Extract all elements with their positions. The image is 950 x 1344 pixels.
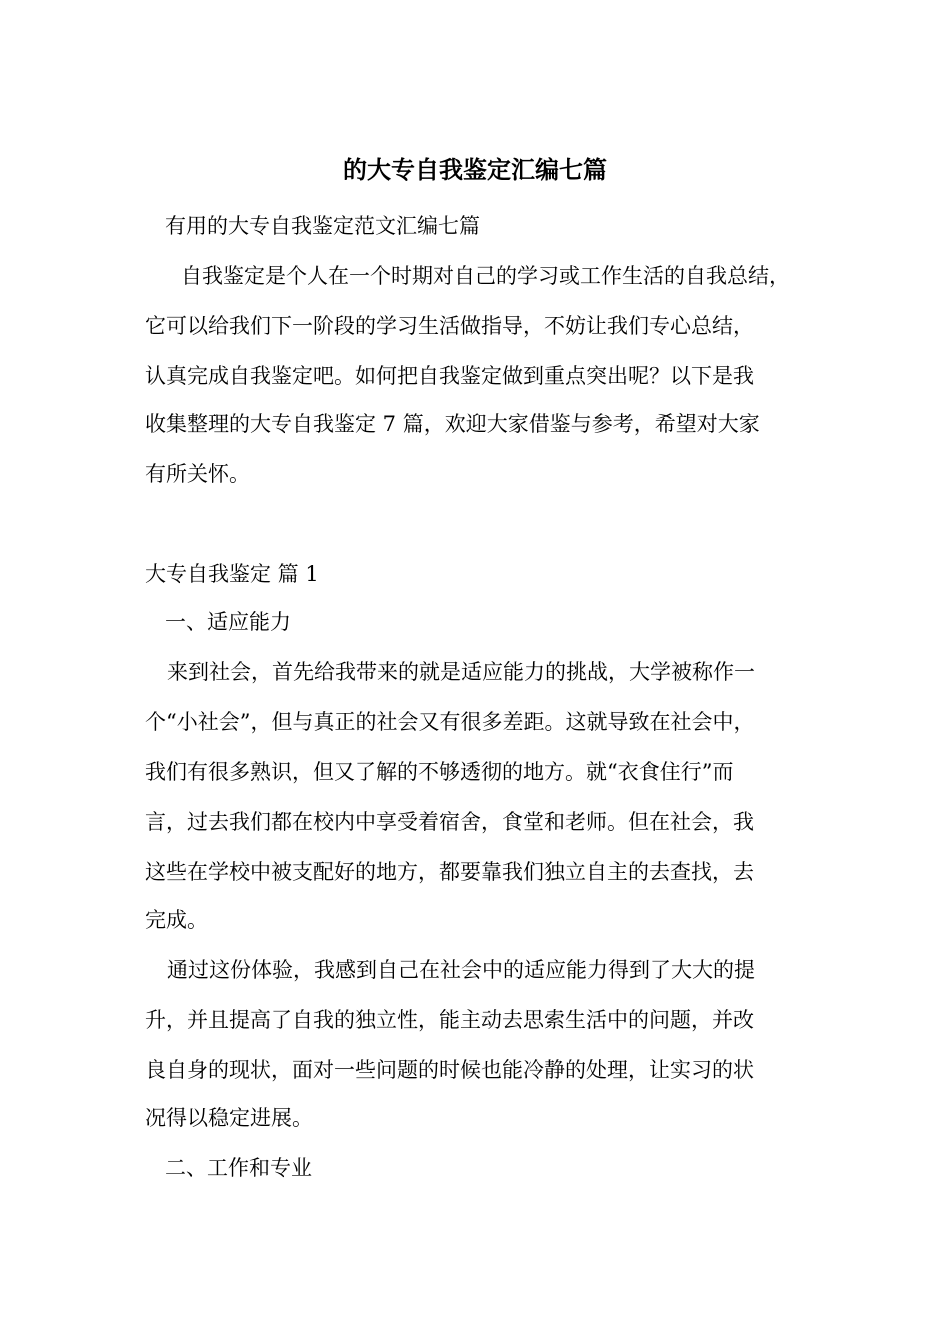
document-title: 的大专自我鉴定汇编七篇 <box>343 155 607 184</box>
paragraph-line: 升，并且提高了自我的独立性，能主动去思索生活中的问题，并改 <box>145 1008 754 1032</box>
paragraph-line: 个“小社会”，但与真正的社会又有很多差距。这就导致在社会中， <box>145 710 755 734</box>
paragraph-line: 况得以稳定进展。 <box>145 1106 313 1130</box>
paragraph-line: 收集整理的大专自我鉴定 7 篇，欢迎大家借鉴与参考，希望对大家 <box>145 412 760 436</box>
paragraph-line: 这些在学校中被支配好的地方，都要靠我们独立自主的去查找，去 <box>145 860 754 884</box>
paragraph-line: 通过这份体验，我感到自己在社会中的适应能力得到了大大的提 <box>167 958 755 982</box>
subsection-heading: 一、适应能力 <box>165 610 291 634</box>
subtitle-line: 有用的大专自我鉴定范文汇编七篇 <box>165 214 480 238</box>
paragraph-line: 言，过去我们都在校内中享受着宿舍，食堂和老师。但在社会，我 <box>145 810 754 834</box>
paragraph-line: 认真完成自我鉴定吧。如何把自我鉴定做到重点突出呢？以下是我 <box>145 364 754 388</box>
paragraph-line: 有所关怀。 <box>145 462 250 486</box>
paragraph-line: 完成。 <box>145 908 208 932</box>
paragraph-line: 自我鉴定是个人在一个时期对自己的学习或工作生活的自我总结， <box>181 264 790 288</box>
section-heading: 大专自我鉴定 篇 1 <box>145 562 319 586</box>
paragraph-line: 来到社会，首先给我带来的就是适应能力的挑战，大学被称作一 <box>167 660 755 684</box>
paragraph-line: 它可以给我们下一阶段的学习生活做指导，不妨让我们专心总结， <box>145 314 754 338</box>
subsection-heading: 二、工作和专业 <box>165 1156 312 1180</box>
paragraph-line: 良自身的现状，面对一些问题的时候也能冷静的处理，让实习的状 <box>145 1058 754 1082</box>
paragraph-line: 我们有很多熟识，但又了解的不够透彻的地方。就“衣食住行”而 <box>145 760 734 784</box>
